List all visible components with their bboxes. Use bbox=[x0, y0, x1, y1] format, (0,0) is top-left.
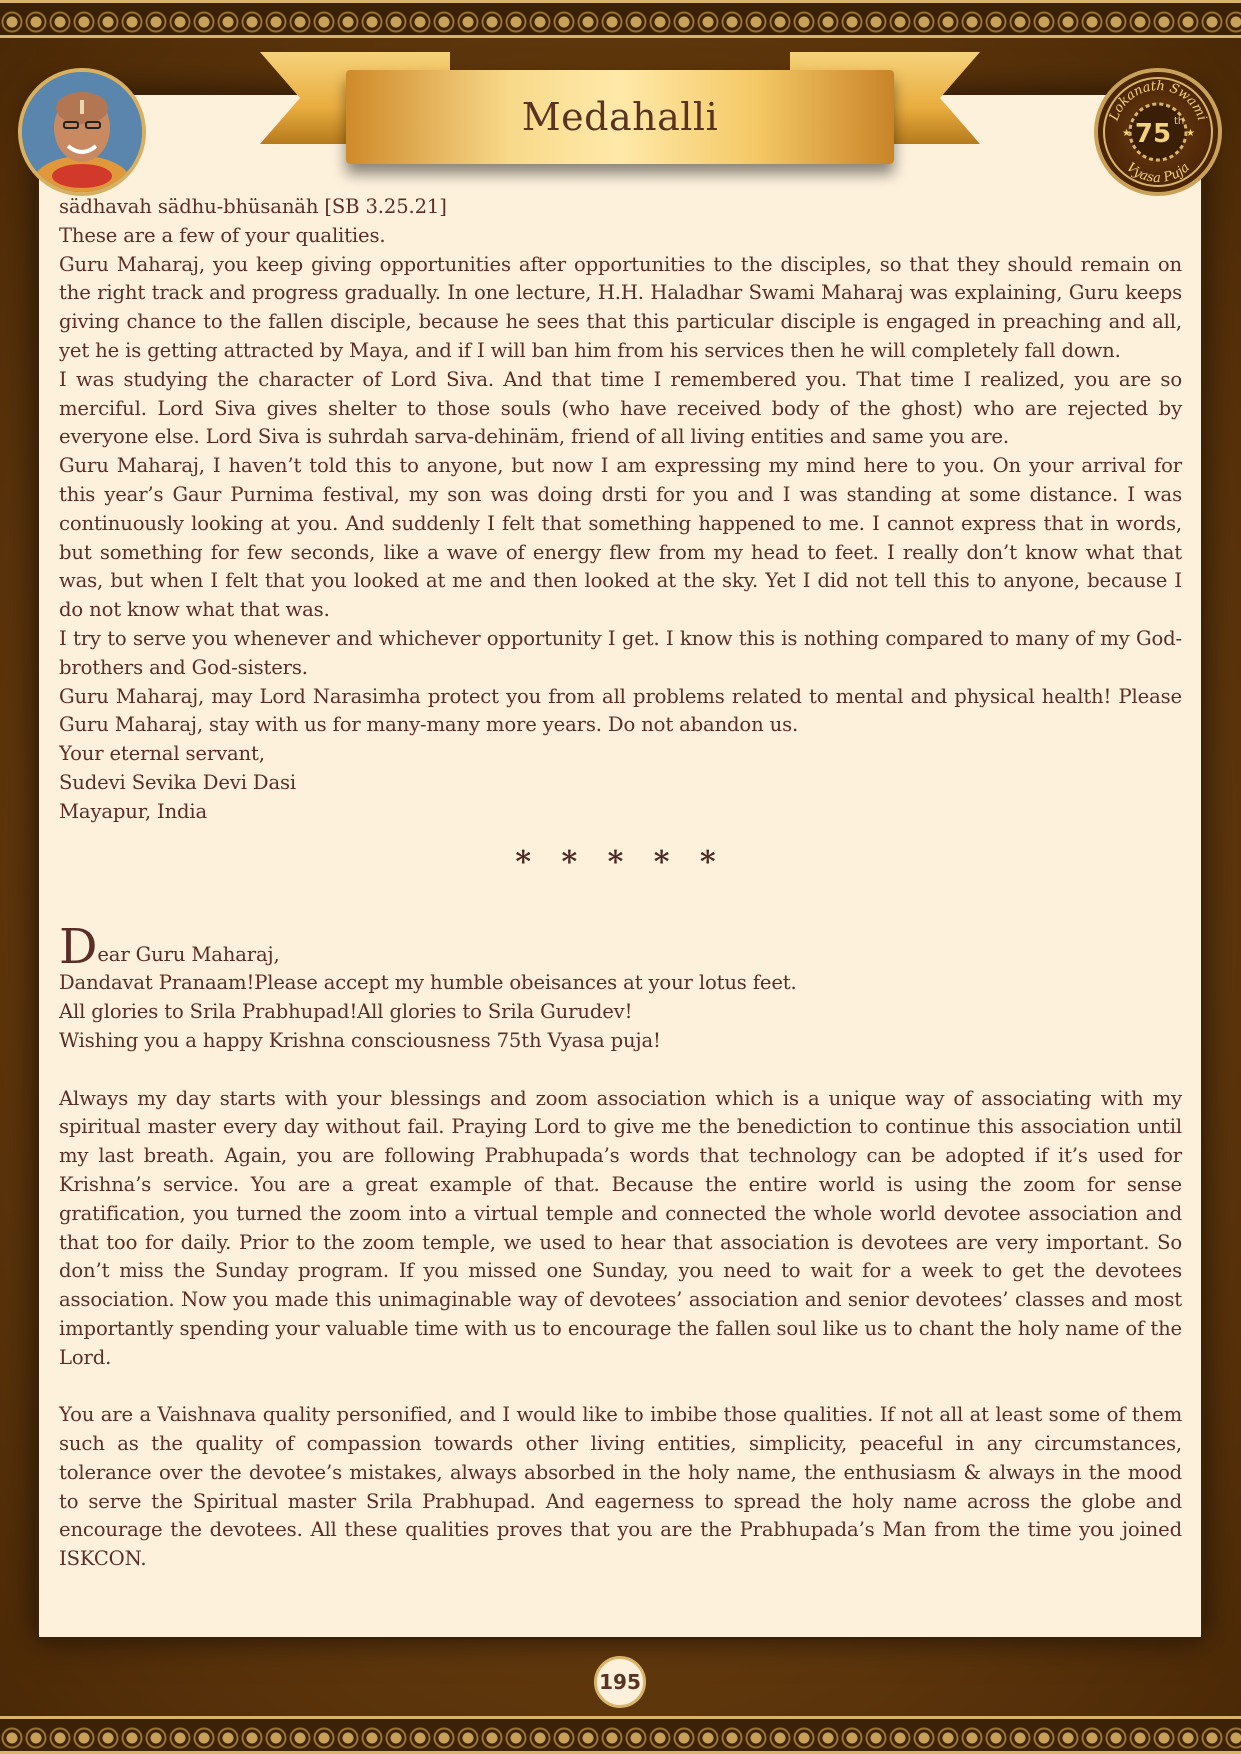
badge-number-suffix: th bbox=[1174, 116, 1185, 127]
page-content bbox=[59, 193, 1182, 1574]
decorative-border-bottom bbox=[0, 1716, 1241, 1754]
signature-name: Sudevi Sevika Devi Dasi bbox=[59, 770, 297, 794]
star-icon: ★ bbox=[1186, 128, 1195, 139]
page-title: Medahalli bbox=[521, 95, 719, 139]
svg-text:Vyasa Puja bbox=[1123, 160, 1192, 186]
paragraph: I try to serve you whenever and whichever opportunity I get. I know this is nothing compared to many of my God-brothers and God-sisters. bbox=[59, 626, 1182, 679]
badge-bottom-text: Vyasa Puja bbox=[1123, 160, 1193, 187]
page-number: 195 bbox=[594, 1656, 646, 1708]
signature-location: Mayapur, India bbox=[59, 799, 208, 823]
greeting-line: Dandavat Pranaam!Please accept my humble obeisances at your lotus feet. bbox=[59, 971, 797, 995]
star-icon: ★ bbox=[1122, 128, 1131, 139]
signature-closing: Your eternal servant, bbox=[59, 742, 265, 766]
salutation-text: ear Guru Maharaj, bbox=[97, 942, 280, 966]
paragraph: You are a Vaishnava quality personified, and I would like to imbibe those qualities. If not all at least some of them such as the quality of compassion towards other living entities, simplicity, peaceful in any circumstances, tolerance over the devotee’s mistakes, always absorbed in the holy name, the enthusiasm & always in the mood to serve the Spiritual master Srila Prabhupad. And eagerness to spread the holy name across the globe and encourage the devotees. All these qualities proves that you are the Prabhupada’s Man from the time you joined ISKCON. bbox=[59, 1403, 1182, 1571]
greeting-line: Wishing you a happy Krishna consciousness 75th Vyasa puja! bbox=[59, 1028, 661, 1052]
paragraph: I was studying the character of Lord Siva. And that time I remembered you. That time I realized, you are so merciful. Lord Siva gives shelter to those souls (who have received body of the ghost) who are rejected by everyone else. Lord Siva is suhrdah sarva-dehinäm, friend of all living entities and same you are. bbox=[59, 367, 1182, 449]
badge-number: 75 bbox=[1134, 119, 1172, 149]
drop-cap: D bbox=[59, 918, 98, 975]
paragraph: Guru Maharaj, I haven’t told this to anyone, but now I am expressing my mind here to you. On your arrival for this year’s Gaur Purnima festival, my son was doing drsti for you and I was standing at some distance. I was continuously looking at you. And suddenly I felt that something happened to me. I cannot express that in words, but something for few seconds, like a wave of energy flew from my head to feet. I really don’t know what that was, but when I felt that you looked at me and then looked at the sky. Yet I did not tell this to anyone, because I do not know what that was. bbox=[59, 454, 1182, 622]
paragraph: Guru Maharaj, you keep giving opportunities after opportunities to the disciples, so that they should remain on the right track and progress gradually. In one lecture, H.H. Haladhar Swami Maharaj was explaining, Guru keeps giving chance to the fallen disciple, because he sees that this particular disciple is engaged in preaching and all, yet he is getting attracted by Maya, and if I will ban him from his services then he will completely fall down. bbox=[59, 252, 1182, 362]
decorative-border-top bbox=[0, 0, 1241, 38]
paragraph: Always my day starts with your blessings and zoom association which is a unique way of associating with my spiritual master every day without fail. Praying Lord to give me the benediction to continue this association until my last breath. Again, you are following Prabhupada’s words that technology can be adopted if it’s used for Krishna’s service. You are a great example of that. Because the entire world is using the zoom for sense gratification, you turned the zoom into a virtual temple and connected the whole world devotee association and that too for daily. Prior to the zoom temple, we used to hear that association is devotees are very important. So don’t miss the Sunday program. If you missed one Sunday, you need to wait for a week to get the devotees association. Now you made this unimaginable way of devotees’ association and senior devotees’ classes and most importantly spending your valuable time with us to encourage the fallen soul like us to chant the holy name of the Lord. bbox=[59, 1086, 1182, 1369]
salutation bbox=[59, 918, 1182, 975]
paragraph: Guru Maharaj, may Lord Narasimha protect you from all problems related to mental and physical health! Please Guru Maharaj, stay with us for many-many more years. Do not abandon us. bbox=[59, 684, 1182, 737]
badge-top-text: Lokanath Swami bbox=[1106, 78, 1210, 123]
verse-reference: sädhavah sädhu-bhüsanäh [SB 3.25.21] bbox=[59, 195, 447, 218]
paragraph: These are a few of your qualities. bbox=[59, 223, 386, 247]
greeting-line: All glories to Srila Prabhupad!All glories to Srila Gurudev! bbox=[59, 1000, 633, 1024]
vyasa-puja-badge bbox=[1094, 68, 1222, 196]
section-separator: * * * * * bbox=[515, 844, 726, 880]
guru-portrait-image bbox=[18, 68, 146, 196]
title-ribbon bbox=[346, 70, 894, 164]
